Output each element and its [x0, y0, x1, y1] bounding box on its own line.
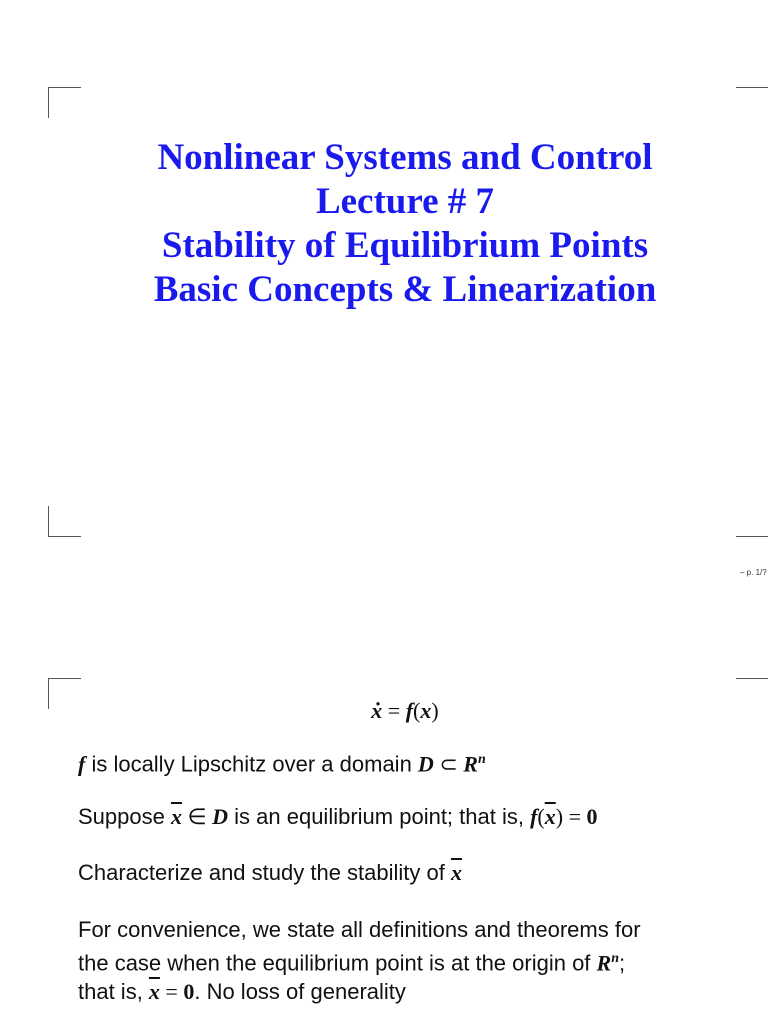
paragraph-lipschitz — [78, 745, 758, 778]
equals-sign: = — [382, 698, 406, 723]
title-line: Lecture # 7 — [315, 181, 495, 222]
paragraph-equilibrium — [78, 802, 758, 831]
paren-open: ( — [413, 698, 421, 723]
paren-close: ) — [431, 698, 439, 723]
crop-mark-bottom-left — [48, 506, 81, 537]
domain-symbol: D — [212, 804, 229, 829]
paren-open: ( — [537, 804, 545, 829]
equals-sign: = — [563, 804, 587, 829]
title-line: Basic Concepts & Linearization — [153, 269, 657, 310]
exponent-n: n — [477, 752, 486, 767]
x-bar-symbol: $\overline{x}$ — [170, 804, 182, 829]
paragraph-characterize — [78, 858, 758, 887]
paragraph-convenience — [78, 915, 758, 1006]
text: the case when the equilibrium point is at the origin of — [78, 950, 597, 976]
subset-symbol: ⊂ — [433, 751, 464, 777]
text: is locally Lipschitz over a domain — [85, 751, 418, 777]
x-symbol: x — [420, 698, 432, 723]
x-dot-symbol: ẋ — [371, 698, 383, 723]
x-bar-symbol: $\overline{x}$ — [450, 860, 462, 885]
crop-mark-bottom-right — [736, 506, 768, 537]
element-of-symbol: ∈ — [181, 804, 213, 829]
equals-sign: = — [159, 979, 184, 1005]
f-symbol: f — [530, 804, 538, 829]
title-line: Stability of Equilibrium Points — [161, 225, 649, 266]
text: Suppose — [78, 804, 171, 829]
content-slide — [0, 640, 768, 1024]
system-equation — [0, 698, 768, 724]
crop-mark-top-left — [48, 87, 81, 118]
zero: 0 — [586, 804, 598, 829]
f-symbol: f — [405, 698, 414, 723]
crop-mark-top-right — [736, 87, 768, 118]
reals-symbol: R — [596, 950, 612, 976]
text: . No loss of generality — [194, 979, 406, 1005]
x-bar-symbol: $\overline{x}$ — [148, 979, 160, 1005]
domain-symbol: D — [417, 751, 434, 777]
page-number: – p. 1/? — [740, 568, 767, 577]
text-line: For convenience, we state all definitions and theorems for — [78, 917, 641, 942]
paren-close: ) — [555, 804, 564, 829]
reals-symbol: R — [463, 751, 478, 777]
title-line: Nonlinear Systems and Control — [157, 137, 653, 178]
text: ; — [619, 950, 626, 976]
text: is an equilibrium point; that is, — [228, 804, 531, 829]
f-symbol: f — [78, 751, 86, 777]
slide-title — [0, 136, 768, 312]
exponent-n: n — [611, 951, 620, 966]
zero: 0 — [183, 979, 195, 1005]
text: Characterize and study the stability of — [78, 860, 451, 885]
x-bar-symbol: $\overline{x}$ — [544, 804, 556, 829]
text: that is, — [78, 979, 149, 1005]
